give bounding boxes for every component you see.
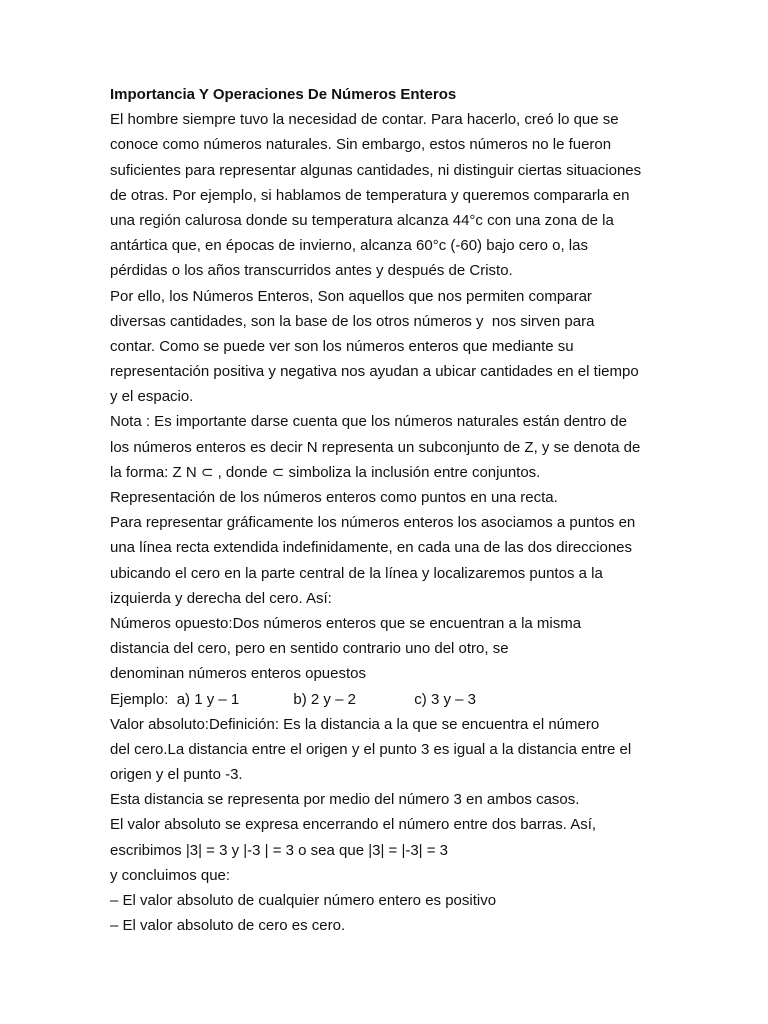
text-line: El valor absoluto se expresa encerrando el número entre dos barras. Así, (110, 816, 597, 834)
text-line: Representación de los números enteros como puntos en una recta. (110, 489, 558, 506)
document-text (110, 107, 670, 938)
text-line: representación positiva y negativa nos ayudan a ubicar cantidades en el tiempo (110, 363, 639, 381)
text-line: – El valor absoluto de cualquier número entero es positivo (110, 892, 497, 909)
text-line: Esta distancia se representa por medio del número 3 en ambos casos. (110, 791, 580, 809)
text-line: una región calurosa donde su temperatura alcanza 44°c con una zona de la (110, 211, 614, 229)
text-line: Ejemplo: a) 1 y – 1 b) 2 y – 2 c) 3 y – 3 (110, 690, 476, 708)
text-line: Por ello, los Números Enteros, Son aquellos que nos permiten comparar (110, 287, 592, 305)
text-line: escribimos |3| = 3 y |-3 | = 3 o sea que |3| = |-3| = 3 (110, 841, 449, 859)
document-body (110, 82, 670, 938)
text-line: de otras. Por ejemplo, si hablamos de temperatura y queremos compararla en (110, 186, 630, 204)
text-line: antártica que, en épocas de invierno, alcanza 60°c (-60) bajo cero o, las (110, 237, 588, 255)
text-line: Valor absoluto:Definición: Es la distancia a la que se encuentra el número (110, 715, 600, 733)
text-line: la forma: Z N ⊂ , donde ⊂ simboliza la inclusión entre conjuntos. (110, 463, 541, 481)
text-line: origen y el punto -3. (110, 766, 243, 784)
text-line: del cero.La distancia entre el origen y el punto 3 es igual a la distancia entre el (110, 740, 632, 758)
text-line: Para representar gráficamente los números enteros los asociamos a puntos en (110, 514, 636, 532)
text-line: los números enteros es decir N representa un subconjunto de Z, y se denota de (110, 438, 641, 456)
text-line: – El valor absoluto de cero es cero. (110, 917, 346, 935)
text-line: Nota : Es importante darse cuenta que los números naturales están dentro de (110, 413, 627, 431)
text-line: ubicando el cero en la parte central de la línea y localizaremos puntos a la (110, 564, 603, 582)
text-line: conoce como números naturales. Sin embargo, estos números no le fueron (110, 136, 612, 154)
text-line: Números opuesto:Dos números enteros que se encuentran a la misma (110, 614, 582, 632)
text-line: El hombre siempre tuvo la necesidad de contar. Para hacerlo, creó lo que se (110, 111, 619, 129)
text-line: pérdidas o los años transcurridos antes y después de Cristo. (110, 262, 513, 280)
text-line: diversas cantidades, son la base de los otros números y nos sirven para (110, 312, 595, 330)
text-line: y el espacio. (110, 388, 194, 406)
text-line: denominan números enteros opuestos (110, 665, 366, 683)
text-line: distancia del cero, pero en sentido contrario uno del otro, se (110, 640, 509, 658)
text-line: izquierda y derecha del cero. Así: (110, 589, 332, 607)
text-line: suficientes para representar algunas cantidades, ni distinguir ciertas situaciones (110, 161, 642, 179)
text-line: una línea recta extendida indefinidamente, en cada una de las dos direcciones (110, 539, 633, 557)
document-title: Importancia Y Operaciones De Números Enteros (110, 86, 457, 103)
text-line: contar. Como se puede ver son los números enteros que mediante su (110, 337, 574, 355)
text-line: y concluimos que: (110, 866, 231, 884)
